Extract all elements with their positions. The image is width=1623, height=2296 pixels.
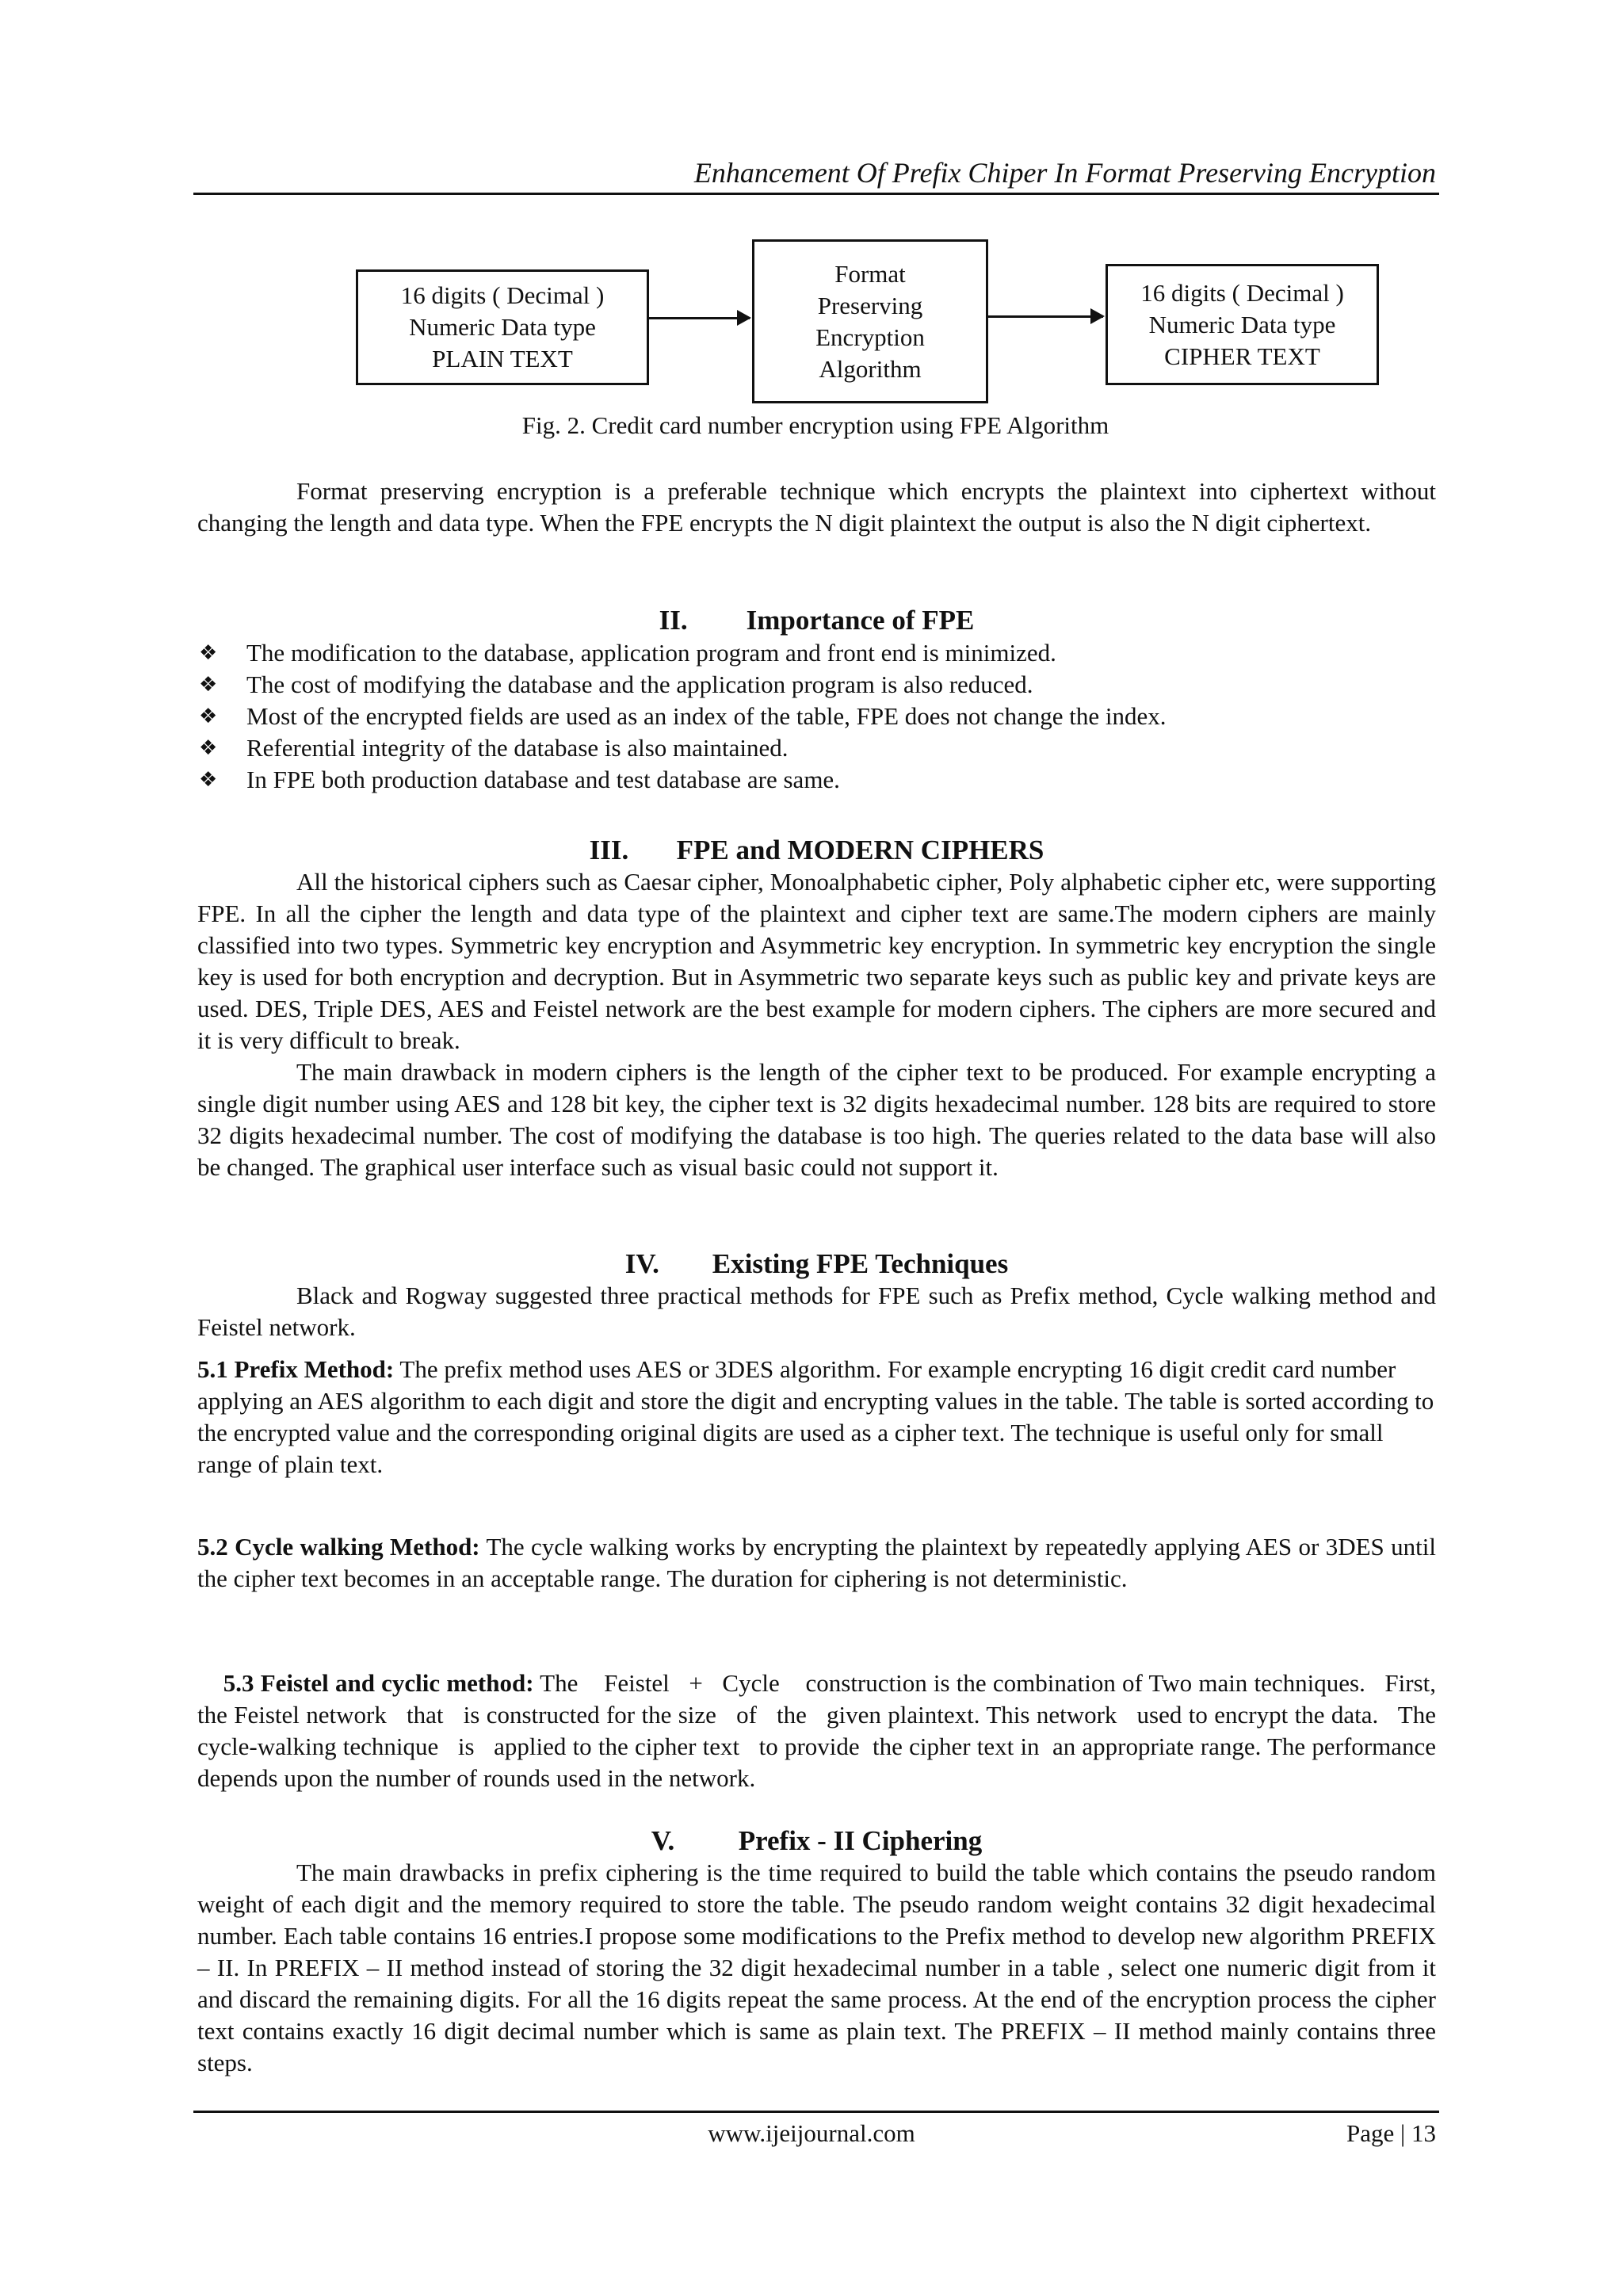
diamond-bullet-icon: ❖ [199, 705, 218, 728]
list-item: ❖ Referential integrity of the database is also maintained. [197, 732, 1436, 764]
modern-ciphers-paragraph-2: The main drawback in modern ciphers is the length of the cipher text to be produced. For example encrypting a single digit number using AES and 128 bit key, the cipher text is 32 digits hexadecimal number. 128 bits are required to store 32 digits hexadecimal number. The cost of modifying the database is too high. The queries related to the data base will also be changed. The graphical user interface such as visual basic could not support it. [197, 1058, 1436, 1181]
section-title: Prefix - II Ciphering [738, 1825, 983, 1856]
section-title: Existing FPE Techniques [712, 1248, 1009, 1279]
existing-techniques-intro: Black and Rogway suggested three practical methods for FPE such as Prefix method, Cycle walking method and Feistel network. [197, 1282, 1436, 1341]
prefix-method-text: The prefix method uses AES or 3DES algorithm. For example encrypting 16 digit credit card number applying an AES algorithm to each digit and store the digit and encrypting values in the table. The table is sorted according to the encrypted value and the corresponding original digits are used as a cipher text. The technique is useful only for small range of plain text. [197, 1355, 1434, 1478]
list-item: ❖ Most of the encrypted fields are used as an index of the table, FPE does not change the index. [197, 701, 1436, 732]
algorithm-line-2: Preserving [817, 291, 923, 319]
footer-url: www.ijeijournal.com [708, 2119, 915, 2147]
feistel-cyclic-text: The Feistel + Cycle construction is the combination of Two main techniques. First, the Feistel network that is constructed for the size of the given plaintext. This network used to encrypt the data. The cycle-walking technique is applied to the cipher text to provide the cipher text in an appropriate range. The performance depends upon the number of rounds used in the network. [197, 1669, 1455, 1792]
modern-ciphers-body [197, 866, 1436, 1183]
diamond-bullet-icon: ❖ [199, 736, 218, 760]
ciphertext-line-2: Numeric Data type [1148, 310, 1336, 338]
cycle-walking-label: 5.2 Cycle walking Method: [197, 1533, 480, 1561]
plaintext-line-1: 16 digits ( Decimal ) [400, 281, 605, 309]
arrow-to-algorithm [649, 317, 750, 319]
cycle-walking-paragraph [197, 1531, 1436, 1595]
ciphertext-box [1106, 264, 1379, 385]
prefix-ii-paragraph: The main drawbacks in prefix ciphering is the time required to build the table which contains the pseudo random weight of each digit and the memory required to store the table. The pseudo random weight contains 32 digit hexadecimal number. Each table contains 16 entries.I propose some modifications to the Prefix method to develop new algorithm PREFIX – II. In PREFIX – II method instead of storing the 32 digit hexadecimal number in a table , select one numeric digit from it and discard the remaining digits. For all the 16 digits repeat the same process. At the end of the encryption process the cipher text contains exactly 16 digit decimal number which is same as plain text. The PREFIX – II method mainly contains three steps. [197, 1859, 1436, 2076]
header-rule [193, 193, 1439, 195]
prefix-method-label: 5.1 Prefix Method: [197, 1355, 395, 1383]
section-heading-importance [197, 604, 1436, 637]
diamond-bullet-icon: ❖ [199, 768, 218, 792]
feistel-cyclic-paragraph [197, 1636, 1455, 1826]
cycle-walking-text: The cycle walking works by encrypting the plaintext by repeatedly applying AES or 3DES until the cipher text becomes in an acceptable range. The duration for ciphering is not deterministic. [197, 1533, 1436, 1592]
section-title: FPE and MODERN CIPHERS [676, 835, 1044, 865]
footer-rule [193, 2111, 1439, 2113]
running-header: Enhancement Of Prefix Chiper In Format Preserving Encryption [693, 157, 1436, 189]
list-item: ❖ The modification to the database, application program and front end is minimized. [197, 637, 1436, 669]
list-item: ❖ The cost of modifying the database and the application program is also reduced. [197, 669, 1436, 701]
fpe-algorithm-box [752, 239, 988, 403]
diamond-bullet-icon: ❖ [199, 641, 218, 665]
section-title: Importance of FPE [746, 605, 975, 636]
figure-caption: Fig. 2. Credit card number encryption using FPE Algorithm [521, 411, 1109, 439]
plaintext-line-3: PLAIN TEXT [432, 345, 573, 372]
algorithm-line-1: Format [834, 259, 906, 288]
algorithm-line-3: Encryption [815, 323, 925, 351]
algorithm-line-4: Algorithm [819, 354, 922, 383]
prefix-method-paragraph [197, 1354, 1436, 1480]
section-number: III. [589, 835, 629, 865]
section-heading-prefix-ii [197, 1824, 1436, 1858]
footer-page-number: Page | 13 [1346, 2119, 1436, 2147]
plaintext-box [356, 269, 649, 385]
plaintext-line-2: Numeric Data type [409, 313, 596, 341]
arrow-to-ciphertext [988, 315, 1103, 318]
ciphertext-line-3: CIPHER TEXT [1164, 342, 1320, 370]
diamond-bullet-icon: ❖ [199, 673, 218, 697]
section-number: II. [659, 605, 688, 636]
modern-ciphers-paragraph-1: All the historical ciphers such as Caesar cipher, Monoalphabetic cipher, Poly alphabetic cipher etc, were supporting FPE. In all the cipher the length and data type of the plaintext and cipher text are same.The modern ciphers are mainly classified into two types. Symmetric key encryption and Asymmetric key encryption. In symmetric key encryption the single key is used for both encryption and decryption. But in Asymmetric two separate keys such as public key and private keys are used. DES, Triple DES, AES and Feistel network are the best example for modern ciphers. The ciphers are more secured and it is very difficult to break. [197, 868, 1436, 1054]
section-number: IV. [624, 1248, 659, 1279]
section-heading-existing-techniques [197, 1247, 1436, 1281]
section-number: V. [651, 1825, 675, 1856]
ciphertext-line-1: 16 digits ( Decimal ) [1140, 278, 1344, 307]
section-heading-modern-ciphers [197, 834, 1436, 867]
importance-list [197, 637, 1436, 796]
intro-paragraph: Format preserving encryption is a preferable technique which encrypts the plaintext into ciphertext without changing the length and data type. When the FPE encrypts the N digit plaintext the output is also the N digit ciphertext. [197, 477, 1436, 537]
list-item: ❖ In FPE both production database and test database are same. [197, 764, 1436, 796]
feistel-cyclic-label: 5.3 Feistel and cyclic method: [223, 1669, 534, 1697]
